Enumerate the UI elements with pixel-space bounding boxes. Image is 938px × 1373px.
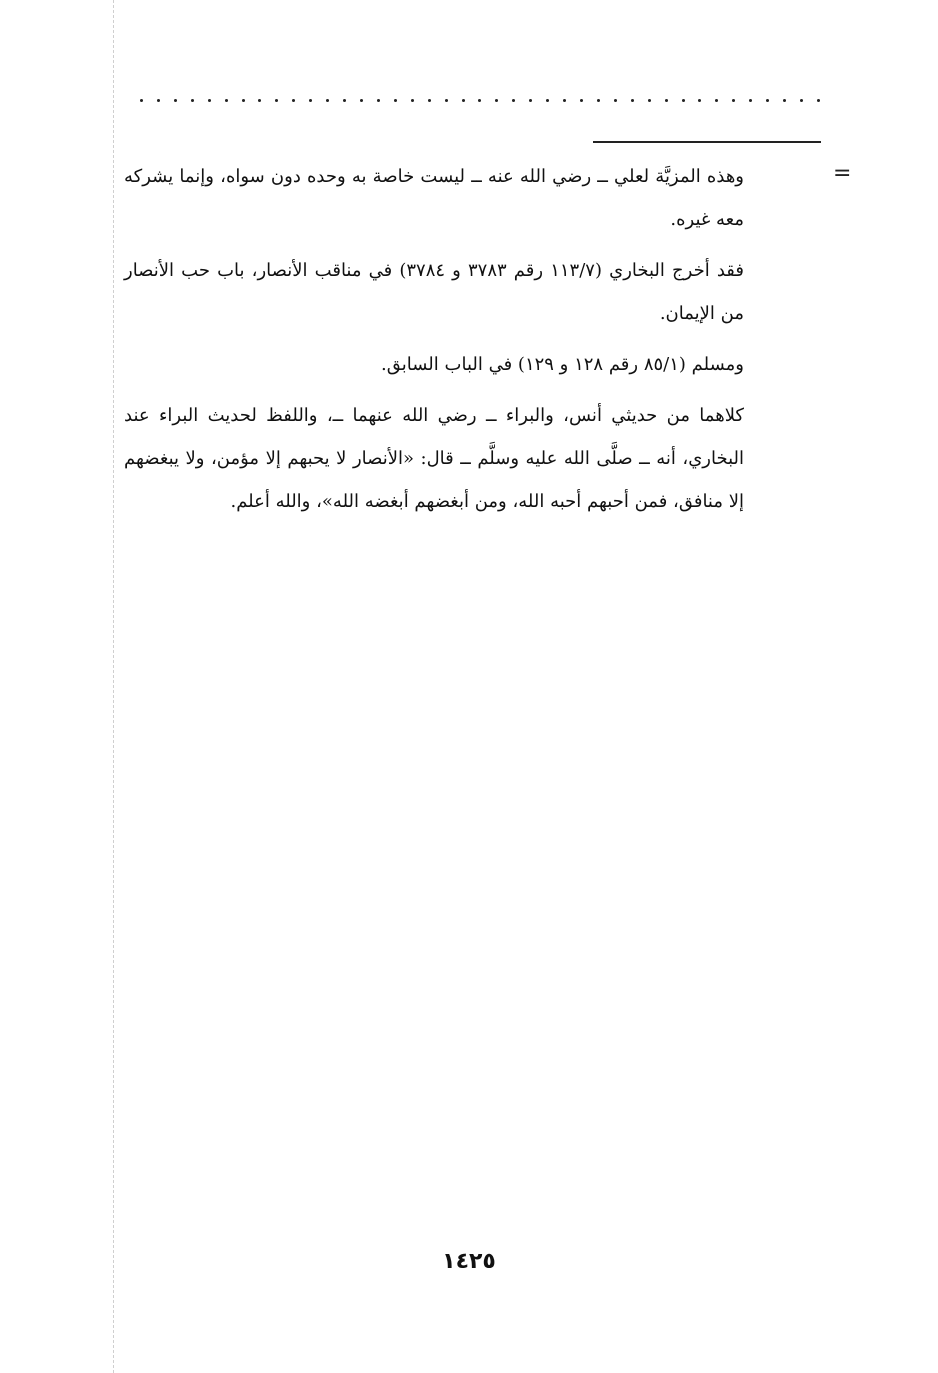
separator-dot — [225, 99, 228, 102]
separator-dot — [242, 99, 245, 102]
separator-dot — [715, 99, 718, 102]
footnote-paragraph: فقد أخرج البخاري (١١٣/٧ رقم ٣٧٨٣ و ٣٧٨٤) في مناقب الأنصار، باب حب الأنصار من الإيمان. — [124, 260, 744, 324]
separator-dot — [258, 99, 261, 102]
separator-dot — [732, 99, 735, 102]
separator-dot — [580, 99, 583, 102]
separator-dot — [445, 99, 448, 102]
page-number: ١٤٢٥ — [442, 1249, 496, 1274]
separator-dot — [157, 99, 160, 102]
separator-dot — [462, 99, 465, 102]
footnote-text — [124, 155, 744, 531]
separator-dot — [394, 99, 397, 102]
separator-dot — [682, 99, 685, 102]
separator-dot — [208, 99, 211, 102]
separator-dot — [749, 99, 752, 102]
separator-dot — [191, 99, 194, 102]
separator-dot — [174, 99, 177, 102]
separator-dot — [800, 99, 803, 102]
footnote-paragraph: ومسلم (٨٥/١ رقم ١٢٨ و ١٢٩) في الباب السابق. — [381, 354, 744, 375]
footnote-paragraph: كلاهما من حديثي أنس، والبراء ــ رضي الله عنهما ــ، واللفظ لحديث البراء عند البخاري، أنه ــ صلَّى الله عليه وسلَّم ــ قال: «الأنصار لا يحبهم إلا مؤمن، ولا يبغضهم إلا منافق، فمن أحبهم أحبه الله، ومن أبغضهم أبغضه الله»، والله أعلم. — [124, 405, 744, 512]
separator-dot — [648, 99, 651, 102]
separator-dot — [631, 99, 634, 102]
separator-dot — [817, 99, 820, 102]
separator-dot — [275, 99, 278, 102]
dotted-separator — [140, 90, 820, 110]
separator-dot — [428, 99, 431, 102]
separator-dot — [614, 99, 617, 102]
footnote-paragraph: وهذه المزيَّة لعلي ــ رضي الله عنه ــ ليست خاصة به وحده دون سواه، وإنما يشركه معه غيره. — [124, 166, 744, 230]
separator-dot — [495, 99, 498, 102]
continuation-mark: = — [833, 161, 852, 186]
scan-edge-line — [113, 0, 114, 1373]
separator-dot — [563, 99, 566, 102]
separator-dot — [309, 99, 312, 102]
separator-dot — [512, 99, 515, 102]
separator-dot — [597, 99, 600, 102]
separator-dot — [698, 99, 701, 102]
separator-dot — [292, 99, 295, 102]
footnote-rule — [593, 141, 821, 143]
separator-dot — [411, 99, 414, 102]
separator-dot — [546, 99, 549, 102]
separator-dot — [326, 99, 329, 102]
separator-dot — [140, 99, 143, 102]
separator-dot — [343, 99, 346, 102]
separator-dot — [783, 99, 786, 102]
separator-dot — [478, 99, 481, 102]
separator-dot — [529, 99, 532, 102]
separator-dot — [377, 99, 380, 102]
separator-dot — [360, 99, 363, 102]
separator-dot — [766, 99, 769, 102]
separator-dot — [665, 99, 668, 102]
